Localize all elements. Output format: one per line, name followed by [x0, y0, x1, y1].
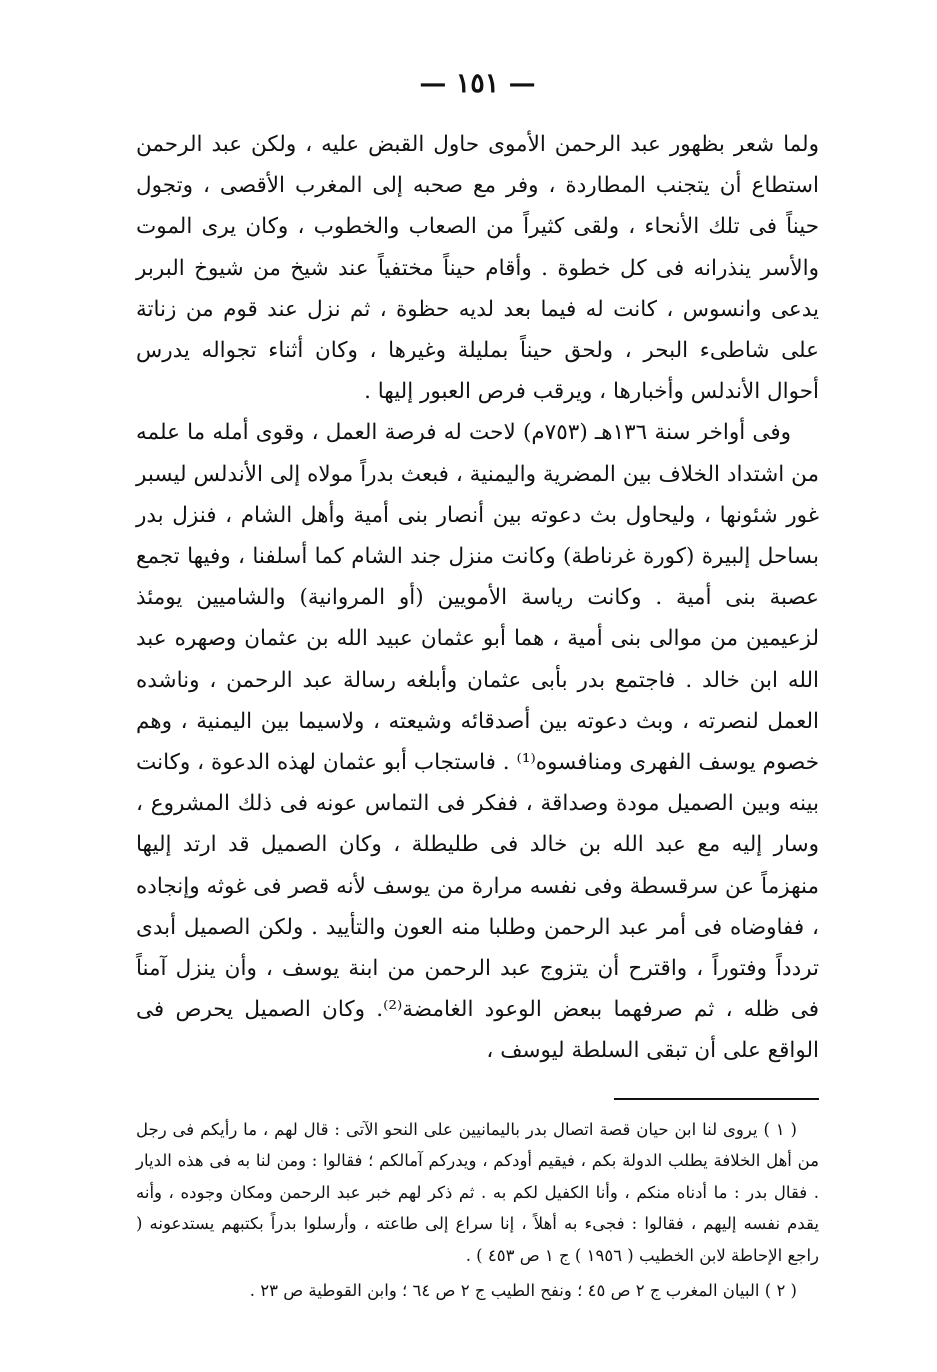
- footnote-divider: [614, 1098, 819, 1100]
- footnote-2: ( ٢ ) البيان المغرب ج ٢ ص ٤٥ ؛ ونفح الطيب ج ٢ ص ٦٤ ؛ وابن القوطية ص ٢٣ .: [249, 1281, 797, 1301]
- body-paragraph-1: ولما شعر بظهور عبد الرحمن الأموى حاول القبض عليه ، ولكن عبد الرحمن استطاع أن يتجنب المطاردة ، وفر مع صحبه إلى المغرب الأقصى ، وتجول حيناً فى تلك الأنحاء ، ولقى كثيراً من الصعاب والخطوب ، وكان يرى الموت والأسر ينذرانه فى كل خطوة . وأقام حيناً مختفياً عند شيخ من شيوخ البربر يدعى وانسوس ، كانت له فيما بعد لديه حظوة ، ثم نزل عند قوم من زناتة على شاطىء البحر ، ولحق حيناً بمليلة وغيرها ، وكان أثناء تجواله يدرس أحوال الأندلس وأخبارها ، ويرقب فرص العبور إليها .: [136, 132, 819, 405]
- footnote-1: ( ١ ) يروى لنا ابن حيان قصة اتصال بدر باليمانيين على النحو الآتى : قال لهم ، ما رأيكم فى رجل من أهل الخلافة يطلب الدولة بكم ، فيقيم أودكم ، ويدركم آمالكم ؛ فقالوا : ومن لنا به فى هذه الديار . فقال بدر : ما أدناه منكم ، وأنا الكفيل لكم به . ثم ذكر لهم خبر عبد الرحمن ومكان وجوده ، وأنه يقدم نفسه إليهم ، فقالوا : فجىء به أهلاً ، إنا سراع إلى طاعته ، وأرسلوا بدراً بكتبهم يستدعونه ( راجع الإحاطة لابن الخطيب ( ١٩٥٦ ) ج ١ ص ٤٥٣ ) .: [136, 1119, 819, 1265]
- body-paragraph-2: وفى أواخر سنة ١٣٦هـ (٧٥٣م) لاحت له فرصة العمل ، وقوى أمله ما علمه من اشتداد الخلاف بين المضرية واليمنية ، فبعث بدراً مولاه إلى الأندلس ليسبر غور شئونها ، وليحاول بث دعوته بين أنصار بنى أمية وأهل الشام ، فنزل بدر بساحل إلبيرة (كورة غرناطة) وكانت منزل جند الشام كما أسلفنا ، وفيها تجمع عصبة بنى أمية . وكانت رياسة الأمويين (أو المروانية) والشاميين يومئذ لزعيمين من موالى بنى أمية ، هما أبو عثمان عبيد الله بن عثمان وصهره عبد الله ابن خالد . فاجتمع بدر بأبى عثمان وأبلغه رسالة عبد الرحمن ، وناشده العمل لنصرته ، وبث دعوته بين أصدقائه وشيعته ، ولاسيما بين اليمنية ، وهم خصوم يوسف الفهرى ومنافسوه⁽¹⁾ . فاستجاب أبو عثمان لهذه الدعوة ، وكانت بينه وبين الصميل مودة وصداقة ، ففكر فى التماس عونه فى ذلك المشروع ، وسار إليه مع عبد الله بن خالد فى طليطلة ، وكان الصميل قد ارتد إليها منهزماً عن سرقسطة وفى نفسه مرارة من يوسف لأنه قصر فى غوثه وإنجاده ، ففاوضاه فى أمر عبد الرحمن وطلبا منه العون والتأييد . ولكن الصميل أبدى تردداً وفتوراً ، واقترح أن يتزوج عبد الرحمن من ابنة يوسف ، وأن ينزل آمناً فى ظله ، ثم صرفهما ببعض الوعود الغامضة⁽²⁾. وكان الصميل يحرص فى الواقع على أن تبقى السلطة ليوسف ،: [136, 420, 819, 1064]
- page-number: — ١٥١ —: [419, 68, 536, 99]
